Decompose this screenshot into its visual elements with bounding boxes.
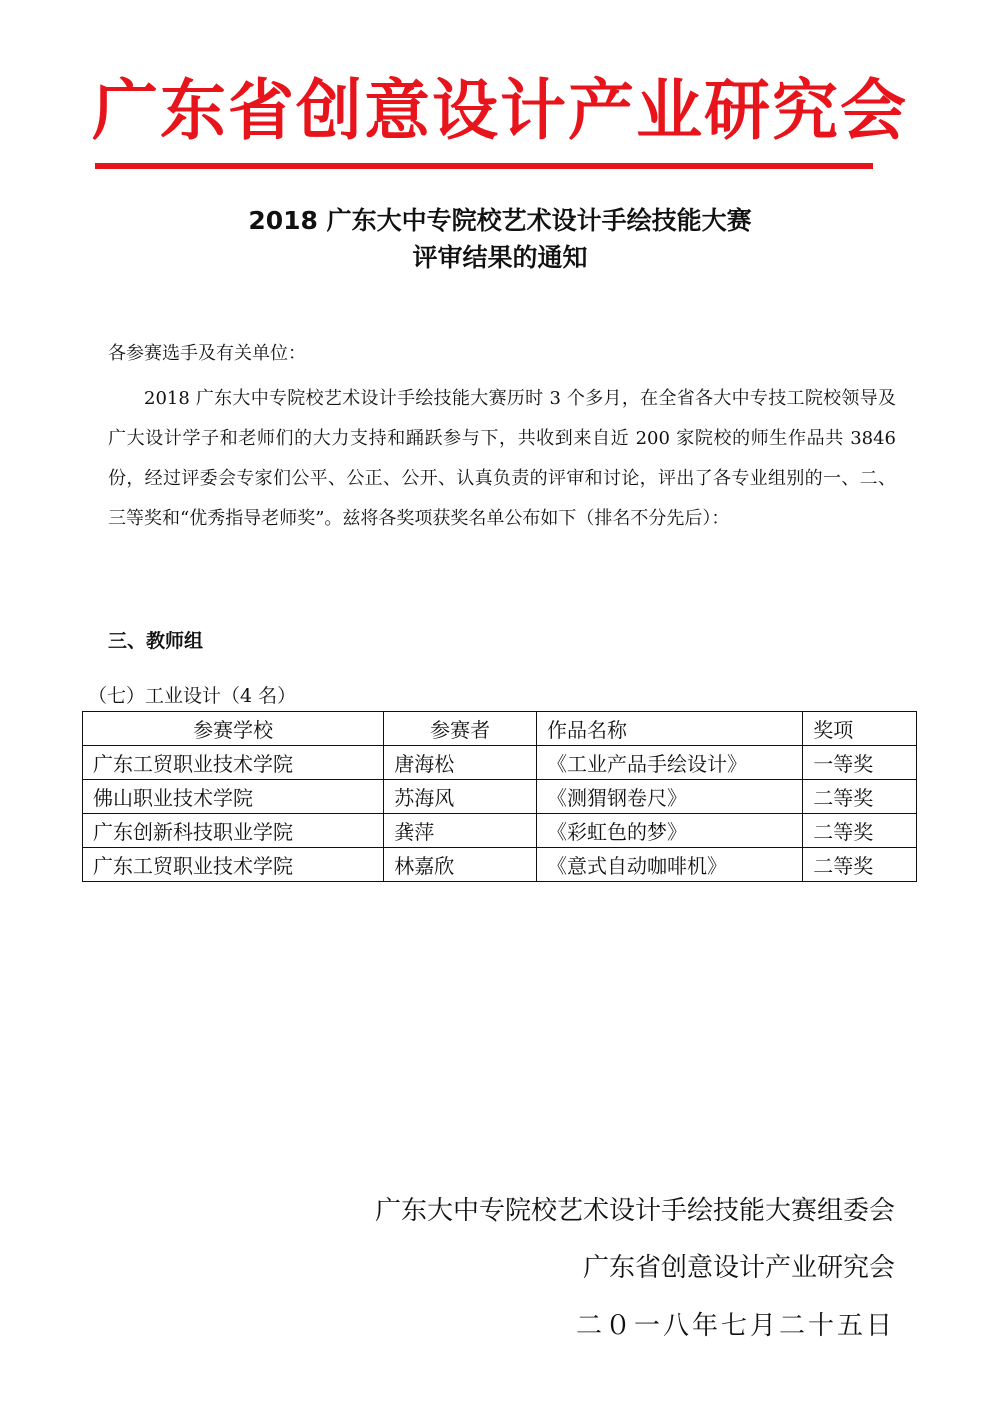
cell-entrant: 唐海松 xyxy=(384,746,537,780)
cell-school: 广东工贸职业技术学院 xyxy=(83,848,384,882)
cell-work-title: 《彩虹色的梦》 xyxy=(537,814,803,848)
table-row xyxy=(83,780,917,814)
section-heading: 三、教师组 xyxy=(108,630,204,652)
letterhead-org-name: 广东省创意设计产业研究会 xyxy=(92,72,908,149)
cell-school: 广东工贸职业技术学院 xyxy=(83,746,384,780)
body-paragraph: 2018 广东大中专院校艺术设计手绘技能大赛历时 3 个多月，在全省各大中专技工院校领导及广大设计学子和老师们的大力支持和踊跃参与下，共收到来自近 200 家院校的师生作品共 3846 份，经过评委会专家们公平、公正、公开、认真负责的评审和讨论，评出了各专业组别的一、二、三等奖和“优秀指导老师奖”。兹将各奖项获奖名单公布如下（排名不分先后）： xyxy=(108,388,896,529)
cell-entrant: 苏海风 xyxy=(384,780,537,814)
cell-work-title: 《工业产品手绘设计》 xyxy=(537,746,803,780)
table-row xyxy=(83,746,917,780)
cell-work-title: 《意式自动咖啡机》 xyxy=(537,848,803,882)
cell-work-title: 《测猬钢卷尺》 xyxy=(537,780,803,814)
notice-title-line1: 2018 广东大中专院校艺术设计手绘技能大赛 xyxy=(248,206,752,235)
signature-organization: 广东省创意设计产业研究会 xyxy=(582,1253,895,1283)
table-row xyxy=(83,848,917,882)
cell-award: 一等奖 xyxy=(803,746,917,780)
letterhead-red-rule xyxy=(95,163,873,169)
subsection-heading: （七）工业设计（4 名） xyxy=(88,685,297,707)
signature-date: 二０一八年七月二十五日 xyxy=(575,1311,895,1341)
notice-title-line2: 评审结果的通知 xyxy=(412,243,588,272)
cell-award: 二等奖 xyxy=(803,848,917,882)
cell-school: 广东创新科技职业学院 xyxy=(83,814,384,848)
header-entrant: 参赛者 xyxy=(384,712,537,746)
header-school: 参赛学校 xyxy=(83,712,384,746)
award-table xyxy=(82,711,917,882)
signature-committee: 广东大中专院校艺术设计手绘技能大赛组委会 xyxy=(374,1196,895,1226)
cell-award: 二等奖 xyxy=(803,780,917,814)
header-award: 奖项 xyxy=(803,712,917,746)
table-row xyxy=(83,814,917,848)
cell-entrant: 林嘉欣 xyxy=(384,848,537,882)
table-header-row xyxy=(83,712,917,746)
header-work-title: 作品名称 xyxy=(537,712,803,746)
cell-school: 佛山职业技术学院 xyxy=(83,780,384,814)
cell-award: 二等奖 xyxy=(803,814,917,848)
salutation: 各参赛选手及有关单位： xyxy=(108,343,306,364)
cell-entrant: 龚萍 xyxy=(384,814,537,848)
